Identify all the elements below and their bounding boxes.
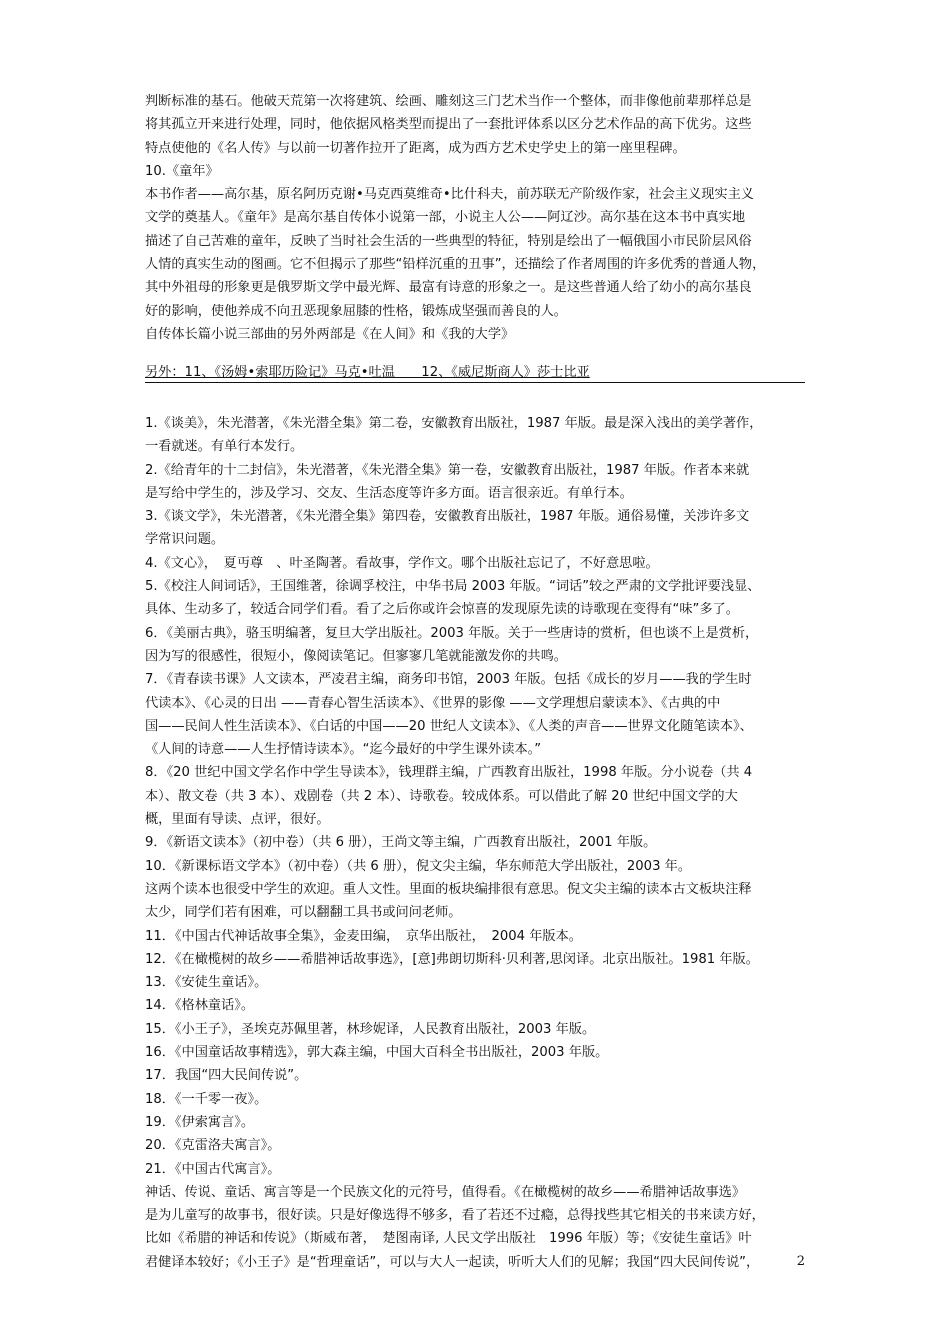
list-line: 12．《在橄榄树的故乡——希腊神话故事选》，[意]弗朗切斯科·贝利著,思闵译。北京出版社。1981 年版。 (145, 951, 759, 967)
list-line: 4.《文心》， 夏丏尊 、叶圣陶著。看故事，学作文。哪个出版社忘记了，不好意思啦。 (145, 555, 659, 571)
list-line: 21．《中国古代寓言》。 (145, 1161, 281, 1177)
paragraph-line: 其中外祖母的形象更是俄罗斯文学中最光辉、最富有诗意的形象之一。是这些普通人给了幼小的高尔基良 (145, 280, 752, 296)
list-line: 19．《伊索寓言》。 (145, 1114, 255, 1130)
paragraph-line: 好的影响，使他养成不向丑恶现象屈膝的性格，锻炼成坚强而善良的人。 (145, 303, 567, 319)
list-line: 9．《新语文读本》（初中卷）（共 6 册），王尚文等主编，广西教育出版社，2001 年版。 (145, 835, 657, 851)
additional-books-line (145, 361, 810, 384)
list-line: 是为儿童写的故事书，很好读。只是好像选得不够多，看了若还不过瘾，总得找些其它相关的书来读方好， (145, 1208, 765, 1224)
paragraph-line: 本书作者——高尔基，原名阿历克谢•马克西莫维奇•比什科夫，前苏联无产阶级作家，社会主义现实主义 (145, 187, 754, 203)
paragraph-line: 描述了自己苦难的童年，反映了当时社会生活的一些典型的特征，特别是绘出了一幅俄国小市民阶层风俗 (145, 233, 752, 249)
list-line: 11．《中国古代神话故事全集》，金麦田编， 京华出版社， 2004 年版本。 (145, 928, 582, 944)
paragraph-line: 判断标准的基石。他破天荒第一次将建筑、绘画、雕刻这三门艺术当作一个整体，而非像他前辈那样总是 (145, 94, 752, 109)
list-line: 14．《格林童话》。 (145, 998, 255, 1014)
list-line: 20．《克雷洛夫寓言》。 (145, 1138, 281, 1154)
paragraph-line: 文学的奠基人。《童年》是高尔基自传体小说第一部，小说主人公——阿辽沙。高尔基在这本书中真实地 (145, 210, 746, 226)
list-line: 1.《谈美》，朱光潜著，《朱光潜全集》第二卷，安徽教育出版社，1987 年版。最是深入浅出的美学著作， (145, 416, 763, 431)
list-line: 3.《谈文学》，朱光潜著，《朱光潜全集》第四卷，安徽教育出版社，1987 年版。通俗易懂，关涉许多文 (145, 509, 750, 525)
list-line: 因为写的很感性，很短小，像阅读笔记。但寥寥几笔就能激发你的共鸣。 (145, 648, 567, 664)
list-line: 7．《青春读书课》人文读本，严凌君主编，商务印书馆，2003 年版。包括《成长的岁月——我的学生时 (145, 672, 752, 688)
list-line: 概，里面有导读、点评，很好。 (145, 812, 330, 828)
horizontal-rule (145, 382, 805, 383)
list-line: 神话、传说、童话、寓言等是一个民族文化的元符号，值得看。《在橄榄树的故乡——希腊神话故事选》 (145, 1184, 746, 1200)
list-line: 5.《校注人间词话》，王国维著，徐调孚校注，中华书局 2003 年版。“词话”较之严肃的文学批评要浅显、 (145, 579, 761, 595)
list-line: 17．我国“四大民间传说”。 (145, 1068, 308, 1084)
list-line: 具体、生动多了，较适合同学们看。看了之后你或许会惊喜的发现原先读的诗歌现在变得有“味”多了。 (145, 602, 739, 618)
list-line: 2.《给青年的十二封信》，朱光潜著，《朱光潜全集》第一卷，安徽教育出版社，1987 年版。作者本来就 (145, 462, 750, 478)
paragraph-line: 将其孤立开来进行处理，同时，他依据风格类型而提出了一套批评体系以区分艺术作品的高下优劣。这些 (145, 117, 752, 133)
list-line: 国——民间人性生活读本》、《白话的中国——20 世纪人文读本》、《人类的声音——世界文化随笔读本》、 (145, 718, 753, 734)
list-line: 13．《安徒生童话》。 (145, 975, 268, 991)
section-tongnian (145, 90, 810, 346)
list-line: 10．《新课标语文学本》（初中卷）（共 6 册），倪文尖主编，华东师范大学出版社，2003 年。 (145, 858, 692, 874)
underlined-text: 另外：11、《汤姆•索耶历险记》马克•吐温 12、《威尼斯商人》莎士比亚 (145, 365, 590, 380)
list-line: 15．《小王子》，圣埃克苏佩里著，林珍妮译，人民教育出版社，2003 年版。 (145, 1021, 596, 1037)
list-line: 君健译本较好；《小王子》是“哲理童话”，可以与大人一起读，听听大人们的见解；我国“四大民间传说”， (145, 1254, 760, 1270)
list-line: 《人间的诗意——人生抒情诗读本》。“迄今最好的中学生课外读本。” (145, 742, 542, 758)
list-line: 这两个读本也很受中学生的欢迎。重人文性。里面的板块编排很有意思。倪文尖主编的读本古文板块注释 (145, 881, 752, 897)
list-line: 18．《一千零一夜》。 (145, 1091, 268, 1107)
paragraph-line: 人情的真实生动的图画。它不但揭示了那些“铅样沉重的丑事”，还描绘了作者周围的许多优秀的普通人物， (145, 257, 766, 273)
paragraph-line: 特点使他的《名人传》与以前一切著作拉开了距离，成为西方艺术史学史上的第一座里程碑。 (145, 140, 686, 156)
paragraph-line: 自传体长篇小说三部曲的另外两部是《在人间》和《我的大学》 (145, 326, 515, 342)
list-line: 学常识问题。 (145, 532, 225, 548)
section-reading-list (145, 412, 810, 1274)
list-line: 6．《美丽古典》，骆玉明编著，复旦大学出版社。2003 年版。关于一些唐诗的赏析，但也谈不上是赏析， (145, 625, 759, 641)
list-line: 太少，同学们若有困难，可以翻翻工具书或问问老师。 (145, 905, 462, 921)
paragraph-line: 10.《童年》 (145, 163, 219, 179)
list-line: 8．《20 世纪中国文学名作中学生导读本》，钱理群主编，广西教育出版社，1998 年版。分小说卷（共 4 (145, 765, 753, 781)
list-line: 比如《希腊的神话和传说》（斯威布著， 楚图南译, 人民文学出版社 1996 年版）等；《安徒生童话》叶 (145, 1231, 752, 1247)
list-line: 16．《中国童话故事精选》，郭大森主编，中国大百科全书出版社，2003 年版。 (145, 1045, 609, 1061)
list-line: 一看就迷。有单行本发行。 (145, 439, 304, 455)
list-line: 是写给中学生的，涉及学习、交友、生活态度等许多方面。语言很亲近。有单行本。 (145, 485, 633, 501)
page-number: 2 (796, 1254, 805, 1269)
list-line: 本）、散文卷（共 3 本）、戏剧卷（共 2 本）、诗歌卷。较成体系。可以借此了解 20 世纪中国文学的大 (145, 788, 738, 804)
list-line: 代读本》、《心灵的日出 ——青春心智生活读本》、《世界的影像 ——文学理想启蒙读本》、《古典的中 (145, 695, 721, 711)
